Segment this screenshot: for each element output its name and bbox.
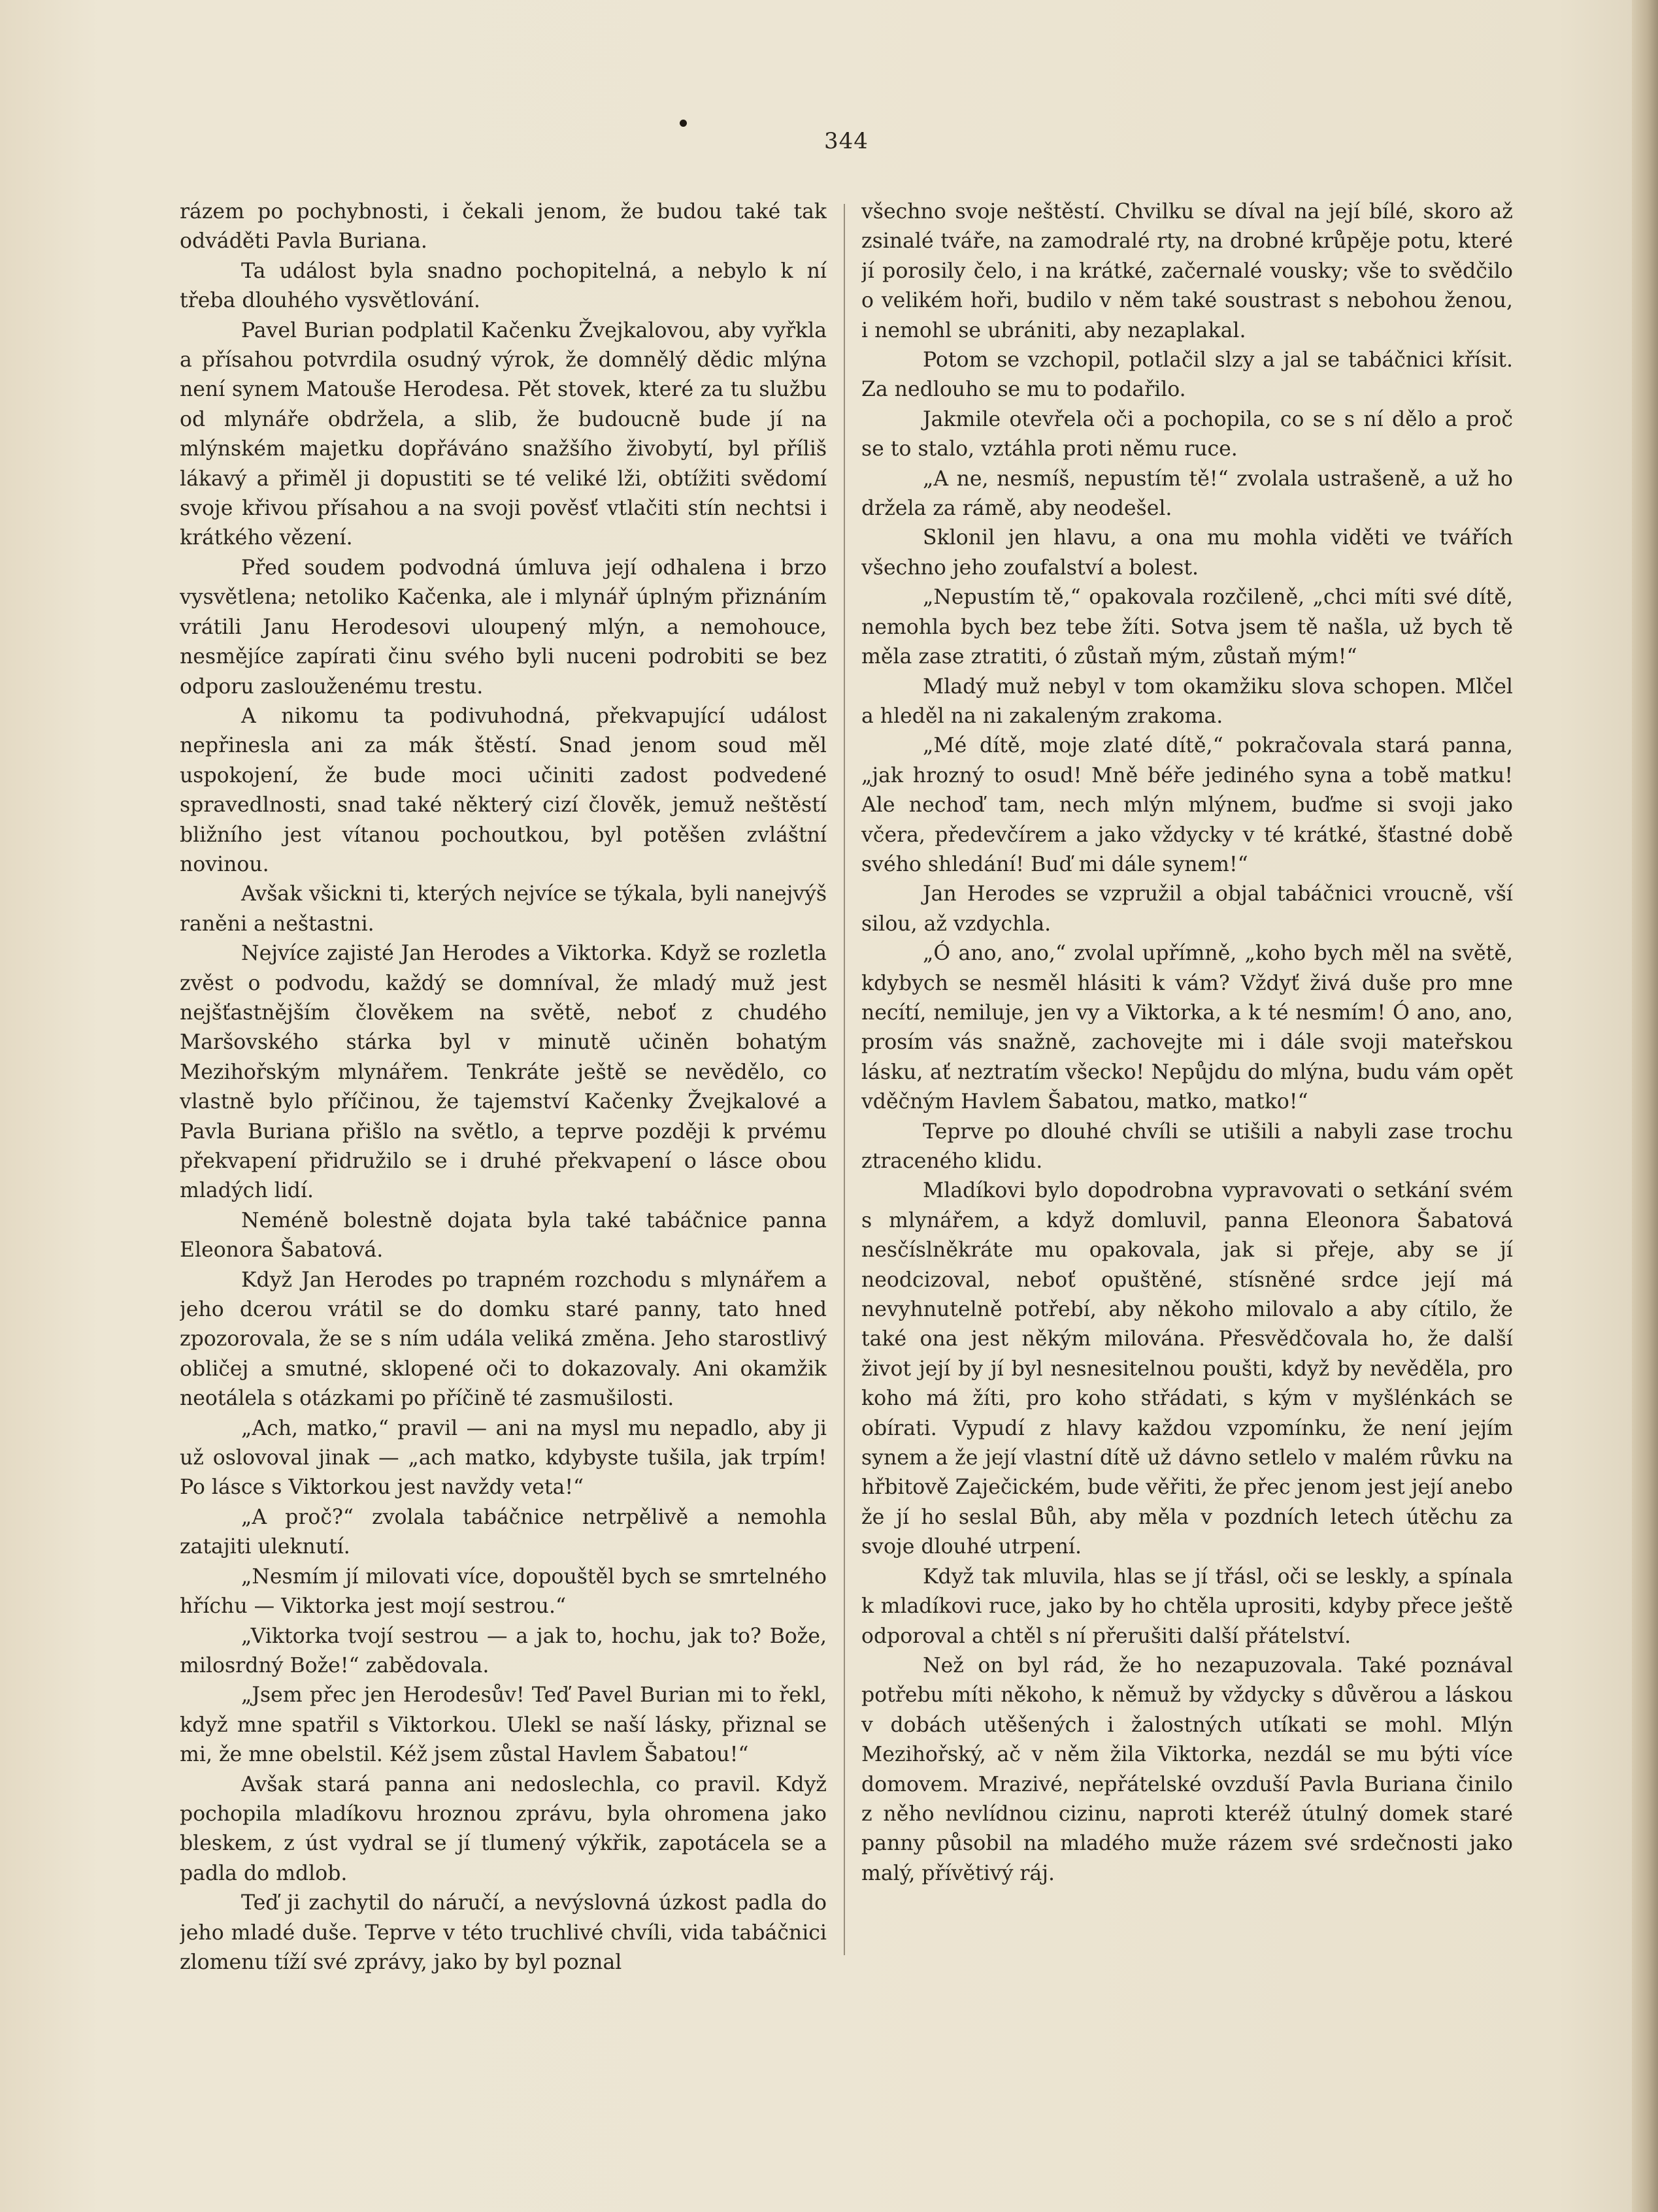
paragraph: Než on byl rád, že ho nezapuzovala. Také poznával potřebu míti někoho, k němuž by vždycky s důvěrou a láskou v dobách utěšených i žalostných utíkati se mohl. Mlýn Mezihořský, ač v něm žila Viktorka, nezdál se mu býti více domovem. Mrazivé, nepřátelské ovzduší Pavla Buriana činilo z něho nevlídnou cizinu, naproti kteréž útulný domek staré panny působil na mladého muže rázem své srdečnosti jako malý, přívětivý ráj.: [861, 1653, 1513, 1885]
paragraph: „Ó ano, ano,“ zvolal upřímně, „koho bych měl na světě, kdybych se nesměl hlásiti k vám? Vždyť živá duše pro mne necítí, nemiluje, jen vy a Viktorka, a k té nesmím! Ó ano, ano, prosím vás snažně, zachovejte mi i dále svoji mateřskou lásku, ať neztratím všecko! Nepůjdu do mlýna, budu vám opět vděčným Havlem Šabatou, matko, matko!“: [861, 942, 1513, 1114]
paragraph: Pavel Burian podplatil Kačenku Žvejkalovou, aby vyřkla a přísahou potvrdila osudný výrok, že domnělý dědic mlýna není synem Matouše Herodesa. Pět stovek, které za tu službu od mlynáře obdržela, a slib, že budoucně bude jí na mlýnském majetku dopřáváno snažšího živobytí, byl příliš lákavý a přiměl ji dopustiti se té veliké lži, obtížiti svědomí svoje křivou přísahou a na svoji pověsť vtlačiti stín nechtsi i krátkého vězení.: [180, 318, 827, 550]
paragraph: rázem po pochybnosti, i čekali jenom, že budou také tak odváděti Pavla Buriana.: [180, 200, 827, 254]
paragraph: všechno svoje neštěstí. Chvilku se díval na její bílé, skoro až zsinalé tváře, na zamodralé rty, na drobné krůpěje potu, které jí porosily čelo, i na krátké, začernalé vousky; vše to svědčilo o velikém hoři, budilo v něm také soustrast s nebohou ženou, i nemohl se ubrániti, aby nezaplakal.: [861, 200, 1513, 342]
right-column: [861, 197, 1513, 1975]
paragraph: Avšak stará panna ani nedoslechla, co pravil. Když pochopila mladíkovu hroznou zprávu, byla ohromena jako bleskem, z úst vydral se jí tlumený výkřik, zapotácela se a padla do mdlob.: [180, 1772, 827, 1885]
paragraph: „A ne, nesmíš, nepustím tě!“ zvolala ustrašeně, a už ho držela za rámě, aby neodešel.: [861, 467, 1513, 521]
column-divider: [844, 204, 845, 1955]
paragraph: Avšak všickni ti, kterých nejvíce se týkala, byli nanejvýš raněni a neštastni.: [180, 882, 827, 936]
paragraph: Neméně bolestně dojata byla také tabáčnice panna Eleonora Šabatová.: [180, 1208, 827, 1263]
paragraph: Jakmile otevřela oči a pochopila, co se s ní dělo a proč se to stalo, vztáhla proti němu ruce.: [861, 407, 1513, 461]
ink-dot: [680, 120, 687, 127]
paragraph: „Mé dítě, moje zlaté dítě,“ pokračovala stará panna, „jak hrozný to osud! Mně béře jediného syna a tobě matku! Ale nechoď tam, nech mlýn mlýnem, buďme si svoji jako včera, předevčírem a jako vždycky v té krátké, šťastné době svého shledání! Buď mi dále synem!“: [861, 734, 1513, 876]
paragraph: Potom se vzchopil, potlačil slzy a jal se tabáčnici křísit. Za nedlouho se mu to podařilo.: [861, 348, 1513, 402]
paragraph: Ta událost byla snadno pochopitelná, a nebylo k ní třeba dlouhého vysvětlování.: [180, 259, 827, 313]
paragraph: „Nesmím jí milovati více, dopouštěl bych se smrtelného hříchu — Viktorka jest mojí sestrou.“: [180, 1564, 827, 1619]
paragraph: A nikomu ta podivuhodná, překvapující událost nepřinesla ani za mák štěstí. Snad jenom soud měl uspokojení, že bude moci učiniti zadost podvedené spravedlnosti, snad také některý cizí člověk, jemuž neštěstí bližního jest vítanou pochoutkou, byl potěšen zvláštní novinou.: [180, 704, 827, 876]
paragraph: „A proč?“ zvolala tabáčnice netrpělivě a nemohla zatajiti uleknutí.: [180, 1505, 827, 1559]
paragraph: „Viktorka tvojí sestrou — a jak to, hochu, jak to? Bože, milosrdný Bože!“ zabědovala.: [180, 1624, 827, 1677]
paragraph: Před soudem podvodná úmluva její odhalena i brzo vysvětlena; netoliko Kačenka, ale i mlynář úplným přiznáním vrátili Janu Herodesovi uloupený mlýn, a nemohouce, nesmějíce zapírati činu svého byli nuceni podrobiti se bez odporu zaslouženému trestu.: [180, 555, 827, 699]
paragraph: „Jsem přec jen Herodesův! Teď Pavel Burian mi to řekl, když mne spatřil s Viktorkou. Ulekl se naší lásky, přiznal se mi, že mne obelstil. Kéž jsem zůstal Havlem Šabatou!“: [180, 1683, 827, 1767]
paragraph: „Ach, matko,“ pravil — ani na mysl mu nepadlo, aby ji už oslovoval jinak — „ach matko, kdybyste tušila, jak trpím! Po lásce s Viktorkou jest navždy veta!“: [180, 1416, 827, 1500]
paragraph: Mladý muž nebyl v tom okamžiku slova schopen. Mlčel a hleděl na ni zakaleným zrakoma.: [861, 674, 1513, 728]
paragraph: Nejvíce zajisté Jan Herodes a Viktorka. Když se rozletla zvěst o podvodu, každý se domníval, že mladý muž jest nejšťastnějším člověkem na světě, neboť z chudého Maršovského stárka byl v minutě učiněn bohatým Mezihořským mlynářem. Tenkráte ještě se nevědělo, co vlastně bylo příčinou, že tajemství Kačenky Žvejkalové a Pavla Buriana přišlo na světlo, a teprve později k prvému překvapení přidružilo se i druhé překvapení o lásce obou mladých lidí.: [180, 942, 827, 1203]
paragraph: Jan Herodes se vzpružil a objal tabáčnici vroucně, vší silou, až vzdychla.: [861, 882, 1513, 936]
paragraph: Teď ji zachytil do náručí, a nevýslovná úzkost padla do jeho mladé duše. Teprve v této truchlivé chvíli, vida tabáčnici zlomenu tíží své zprávy, jako by byl poznal: [180, 1891, 827, 1974]
left-column: [180, 197, 827, 1975]
page-edge: [1632, 0, 1658, 2212]
paragraph: Teprve po dlouhé chvíli se utišili a nabyli zase trochu ztraceného klidu.: [861, 1119, 1513, 1173]
paragraph: „Nepustím tě,“ opakovala rozčileně, „chci míti své dítě, nemohla bych bez tebe žíti. Sotva jsem tě našla, už bych tě měla zase ztratiti, ó zůstaň mým, zůstaň mým!“: [861, 586, 1513, 669]
paragraph: Když Jan Herodes po trapném rozchodu s mlynářem a jeho dcerou vrátil se do domku staré panny, tato hned zpozorovala, že se s ním udála veliká změna. Jeho starostlivý obličej a smutné, sklopené oči to dokazovaly. Ani okamžik neotálela s otázkami po příčině té zasmušilosti.: [180, 1268, 827, 1411]
page-number: 344: [824, 128, 869, 154]
paragraph: Mladíkovi bylo dopodrobna vypravovati o setkání svém s mlynářem, a když domluvil, panna Eleonora Šabatová nesčíslněkráte mu opakovala, jak si přeje, aby se jí neodcizoval, neboť opuštěné, stísněné srdce její má nevyhnutelně potřebí, aby někoho milovalo a aby cítilo, že také ona jest někým milována. Přesvědčovala ho, že další život její by jí byl nesnesitelnou poušti, když by nevěděla, pro koho má žíti, pro koho střádati, s kým v myšlénkách se obírati. Vypudí z hlavy každou vzpomínku, že není jejím synem a že její vlastní dítě už dávno setlelo v malém růvku na hřbitově Zaječickém, bude věřiti, že přec jenom jest její anebo že jí ho seslal Bůh, aby měla v pozdních letech útěchu za svoje dlouhé utrpení.: [861, 1179, 1513, 1559]
paragraph: Sklonil jen hlavu, a ona mu mohla viděti ve tvářích všechno jeho zoufalství a bolest.: [861, 526, 1513, 580]
paragraph: Když tak mluvila, hlas se jí třásl, oči se leskly, a spínala k mladíkovi ruce, jako by ho chtěla uprositi, kdyby přece ještě odporoval a chtěl s ní přerušiti další přátelství.: [861, 1564, 1513, 1648]
